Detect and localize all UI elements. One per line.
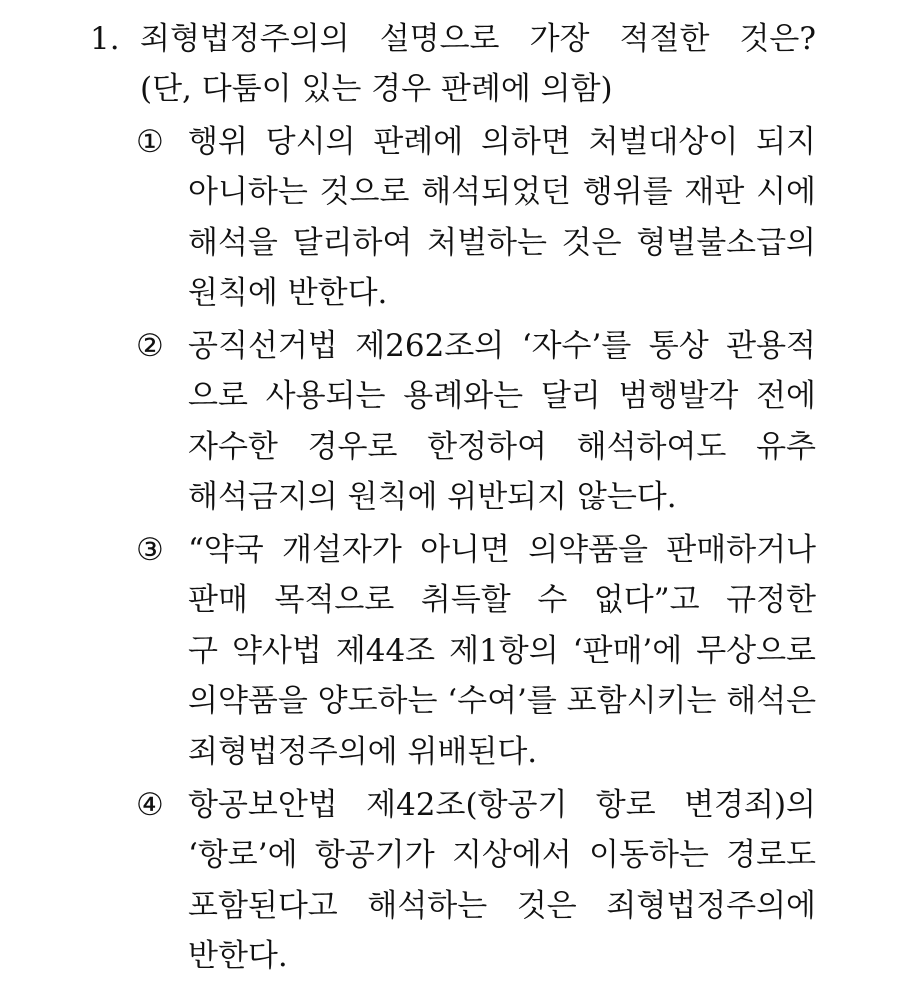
option-3-line-1: “약국 개설자가 아니면 의약품을 판매하거나 (188, 532, 816, 568)
option-3-line-3: 구 약사법 제44조 제1항의 ‘판매’에 무상으로 (188, 633, 816, 669)
option-1-marker: ① (136, 124, 164, 160)
option-4-line-1: 항공보안법 제42조(항공기 항로 변경죄)의 (188, 787, 816, 823)
option-2-line-4: 해석금지의 원칙에 위반되지 않는다. (188, 479, 677, 515)
option-3-line-2: 판매 목적으로 취득할 수 없다”고 규정한 (188, 582, 816, 618)
option-2-line-1: 공직선거법 제262조의 ‘자수’를 통상 관용적 (188, 328, 816, 364)
option-1-line-1: 행위 당시의 판례에 의하면 처벌대상이 되지 (188, 124, 816, 160)
option-1-line-3: 해석을 달리하여 처벌하는 것은 형벌불소급의 (188, 225, 816, 261)
option-4-line-2: ‘항로’에 항공기가 지상에서 이동하는 경로도 (188, 837, 816, 873)
option-1-line-2: 아니하는 것으로 해석되었던 행위를 재판 시에 (188, 174, 816, 210)
question-note: (단, 다툼이 있는 경우 판례에 의함) (140, 71, 613, 107)
option-3-line-5: 죄형법정주의에 위배된다. (188, 734, 538, 770)
question-stem: 죄형법정주의의 설명으로 가장 적절한 것은? (140, 21, 816, 57)
option-4-line-4: 반한다. (188, 938, 288, 974)
option-1-line-4: 원칙에 반한다. (188, 275, 388, 311)
option-2-line-3: 자수한 경우로 한정하여 해석하여도 유추 (188, 429, 816, 465)
option-4-line-3: 포함된다고 해석하는 것은 죄형법정주의에 (188, 888, 816, 924)
option-2-line-2: 으로 사용되는 용례와는 달리 범행발각 전에 (188, 378, 816, 414)
question-number: 1. (90, 21, 120, 57)
option-2-marker: ② (136, 328, 164, 364)
option-4-marker: ④ (136, 787, 164, 823)
option-3-line-4: 의약품을 양도하는 ‘수여’를 포함시키는 해석은 (188, 683, 817, 719)
option-3-marker: ③ (136, 532, 164, 568)
